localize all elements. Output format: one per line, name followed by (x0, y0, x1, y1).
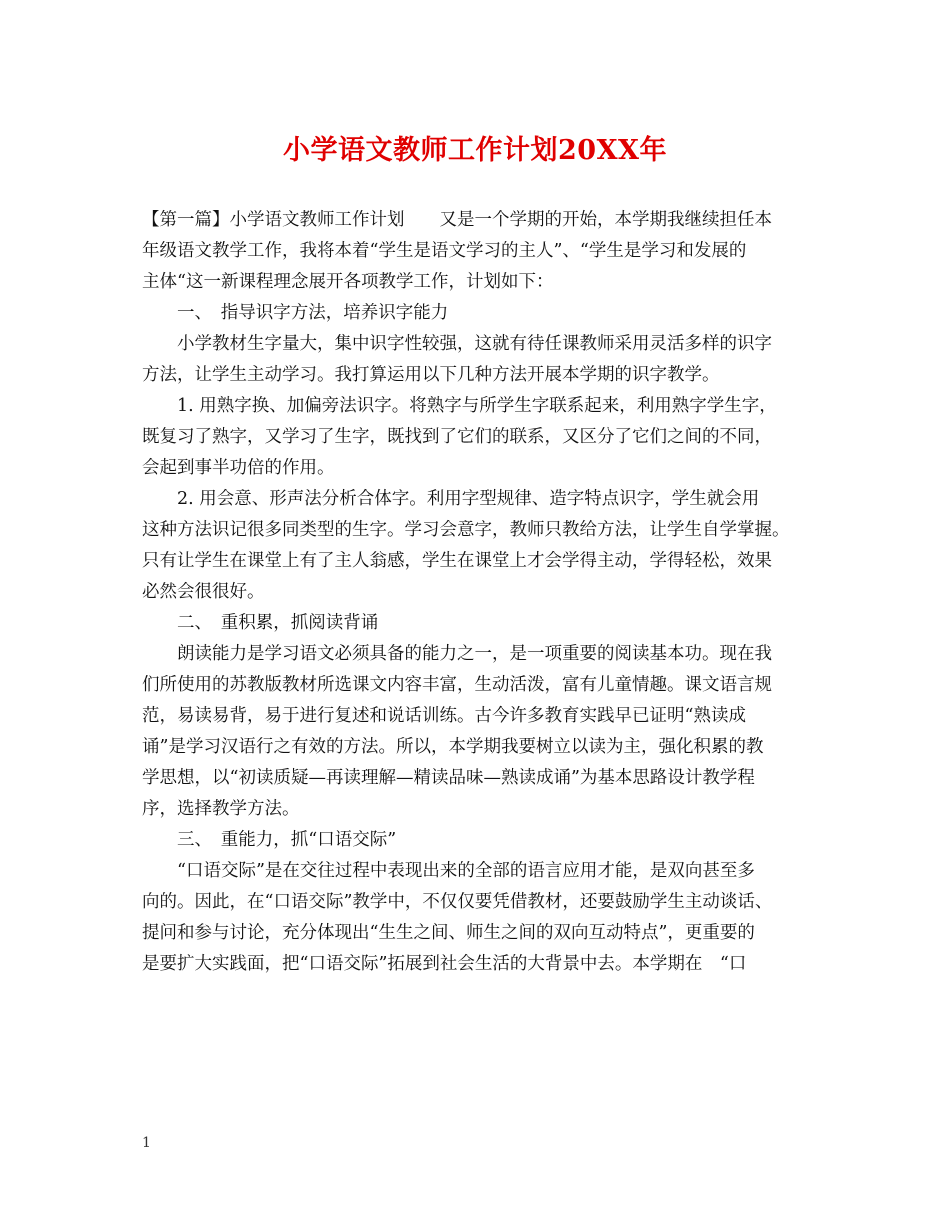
body-line: 小学教材生字量大，集中识字性较强，这就有待任课教师采用灵活多样的识字 (142, 334, 772, 354)
body-line: 年级语文教学工作，我将本着“学生是语文学习的主人”、“学生是学习和发展的 (142, 241, 747, 261)
body-line: 主体“这一新课程理念展开各项教学工作，计划如下： (142, 272, 554, 292)
body-line: 【第一篇】小学语文教师工作计划 又是一个学期的开始，本学期我继续担任本 (142, 210, 772, 230)
body-line: 提问和参与讨论，充分体现出“生生之间、师生之间的双向互动特点”，更重要的 (142, 923, 755, 943)
document-title: 小学语文教师工作计划20XX年 (283, 135, 667, 166)
body-line: 2. 用会意、形声法分析合体字。利用字型规律、造字特点识字，学生就会用 (142, 489, 760, 509)
body-line: 朗读能力是学习语文必须具备的能力之一，是一项重要的阅读基本功。现在我 (142, 644, 772, 664)
body-line: 方法，让学生主动学习。我打算运用以下几种方法开展本学期的识字教学。 (142, 365, 720, 385)
body-line: 这种方法识记很多同类型的生字。学习会意字，教师只教给方法，让学生自学掌握。 (142, 520, 790, 540)
body-line: 是要扩大实践面，把“口语交际”拓展到社会生活的大背景中去。本学期在 “口 (142, 954, 747, 974)
body-line: 1. 用熟字换、加偏旁法识字。将熟字与所学生字联系起来，利用熟字学生字， (142, 396, 777, 416)
body-line: 一、 指导识字方法，培养识字能力 (142, 303, 449, 323)
body-line: 只有让学生在课堂上有了主人翁感，学生在课堂上才会学得主动，学得轻松，效果 (142, 551, 772, 571)
body-line: 学思想，以“初读质疑—再读理解—精读品味—熟读成诵”为基本思路设计教学程 (142, 768, 755, 788)
body-line: 三、 重能力，抓“口语交际” (142, 830, 397, 850)
body-line: 二、 重积累，抓阅读背诵 (142, 613, 379, 633)
body-line: 既复习了熟字，又学习了生字，既找到了它们的联系，又区分了它们之间的不同， (142, 427, 772, 447)
body-line: 必然会很很好。 (142, 582, 265, 602)
body-line: 序，选择教学方法。 (142, 799, 300, 819)
body-line: 诵”是学习汉语行之有效的方法。所以，本学期我要树立以读为主，强化积累的教 (142, 737, 764, 757)
document-body (142, 205, 812, 980)
body-line: “口语交际”是在交往过程中表现出来的全部的语言应用才能，是双向甚至多 (142, 861, 755, 881)
body-line: 会起到事半功倍的作用。 (142, 458, 335, 478)
page-number: 1 (142, 1135, 151, 1151)
body-line: 们所使用的苏教版教材所选课文内容丰富，生动活泼，富有儿童情趣。课文语言规 (142, 675, 772, 695)
body-line: 向的。因此，在“口语交际”教学中，不仅仅要凭借教材，还要鼓励学生主动谈话、 (142, 892, 773, 912)
body-line: 范，易读易背，易于进行复述和说话训练。古今许多教育实践早已证明“熟读成 (142, 706, 746, 726)
